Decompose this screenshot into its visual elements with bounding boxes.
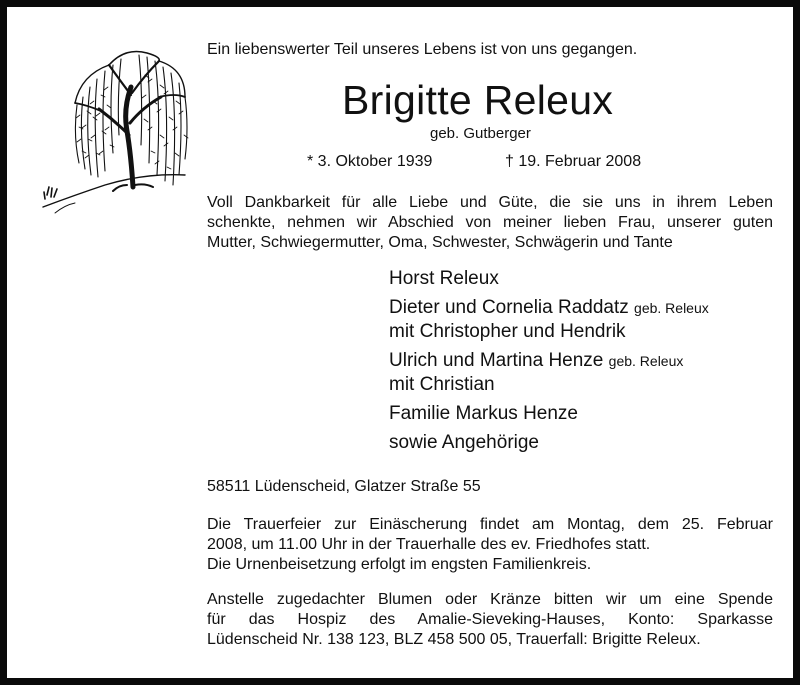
donation-paragraph bbox=[207, 590, 773, 650]
mourner-note: geb. Releux bbox=[608, 353, 684, 369]
family-address: 58511 Lüdenscheid, Glatzer Straße 55 bbox=[207, 478, 481, 495]
deceased-name: Brigitte Releux bbox=[342, 77, 614, 123]
mourner-name: Horst Releux bbox=[389, 268, 499, 289]
mourner-name: Ulrich und Martina Henze bbox=[389, 350, 604, 371]
mourner-entry bbox=[389, 296, 709, 320]
donation-line: für das Hospiz des Amalie-Sieveking-Hauses, Konto: Sparkasse bbox=[207, 611, 773, 628]
thanks-line: Voll Dankbarkeit für alle Liebe und Güte, die sie uns in ihrem Leben bbox=[207, 194, 773, 211]
funeral-line: 2008, um 11.00 Uhr in der Trauerhalle des ev. Friedhofes statt. bbox=[207, 536, 651, 553]
death-date: † 19. Februar 2008 bbox=[505, 153, 642, 170]
thanks-paragraph bbox=[207, 193, 773, 253]
mourner-sub: mit Christopher und Hendrik bbox=[389, 321, 626, 342]
mourner-sub: mit Christian bbox=[389, 374, 495, 395]
funeral-paragraph bbox=[207, 515, 773, 575]
funeral-line: Die Trauerfeier zur Einäscherung findet am Montag, dem 25. Februar bbox=[207, 516, 773, 533]
mourner-entry bbox=[389, 349, 709, 373]
mourner-note: geb. Releux bbox=[634, 300, 709, 316]
donation-line: Lüdenscheid Nr. 138 123, BLZ 458 500 05, Trauerfall: Brigitte Releux. bbox=[207, 631, 701, 648]
thanks-line: schenkte, nehmen wir Abschied von meiner lieben Frau, unserer guten bbox=[207, 214, 773, 231]
maiden-name: geb. Gutberger bbox=[430, 125, 531, 142]
donation-line: Anstelle zugedachter Blumen oder Kränze bitten wir um eine Spende bbox=[207, 591, 773, 608]
mourner-name: sowie Angehörige bbox=[389, 432, 539, 453]
birth-date: * 3. Oktober 1939 bbox=[307, 153, 433, 170]
thanks-line: Mutter, Schwiegermutter, Oma, Schwester, Schwägerin und Tante bbox=[207, 234, 673, 251]
funeral-line: Die Urnenbeisetzung erfolgt im engsten Familienkreis. bbox=[207, 556, 592, 573]
mourner-name: Familie Markus Henze bbox=[389, 403, 578, 424]
mourner-name: Dieter und Cornelia Raddatz bbox=[389, 297, 629, 318]
intro-line: Ein liebenswerter Teil unseres Lebens ist von uns gegangen. bbox=[207, 41, 638, 58]
mourners-list bbox=[389, 267, 709, 455]
weeping-willow-illustration bbox=[35, 35, 207, 235]
